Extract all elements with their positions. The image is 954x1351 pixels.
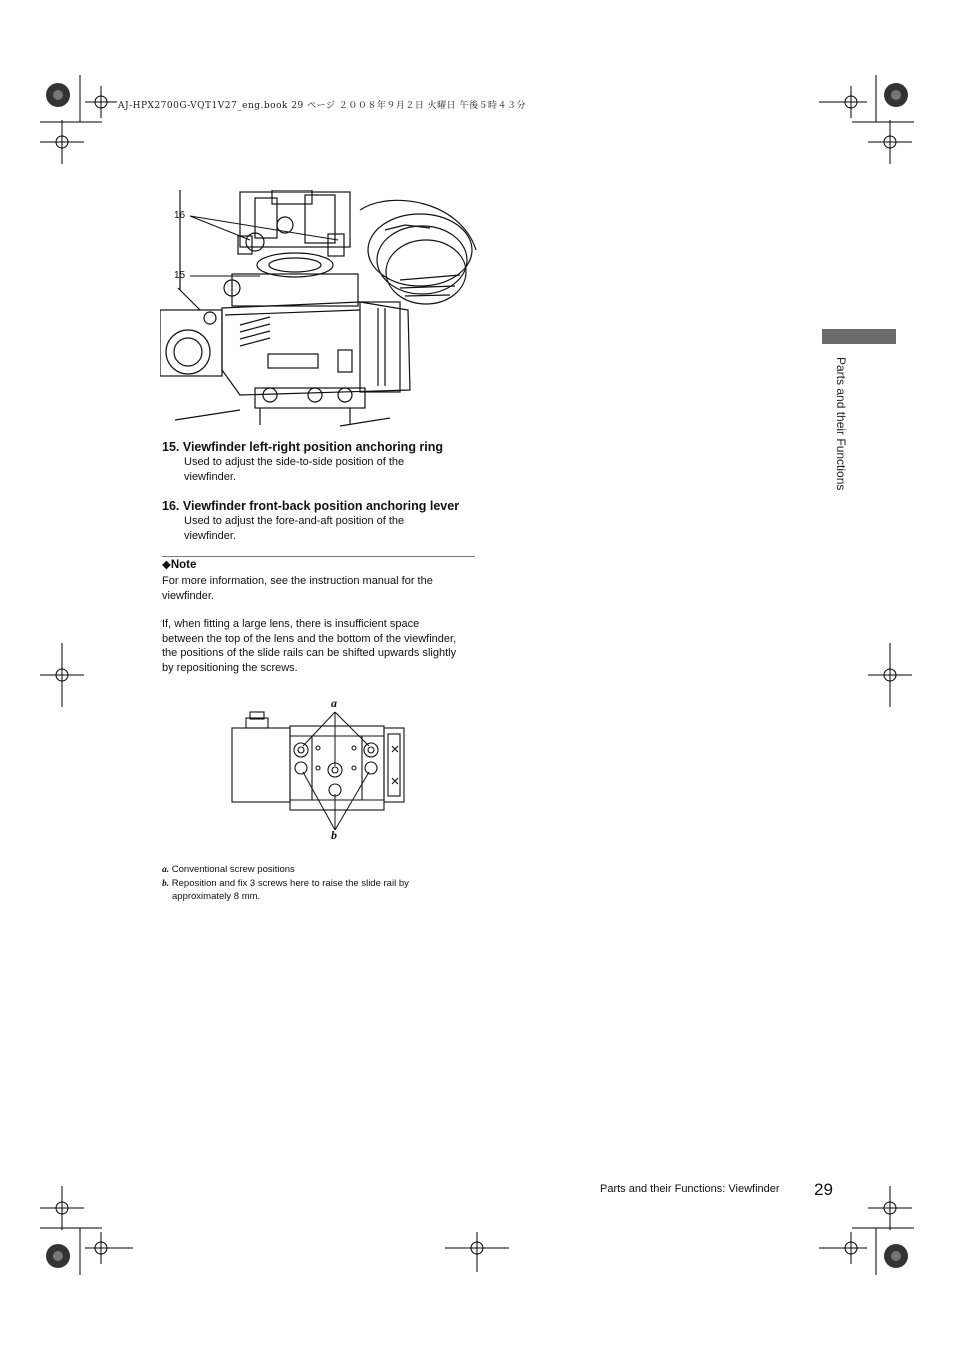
item-16-desc-line1: Used to adjust the fore-and-aft position of the [184, 515, 405, 527]
footnote-b [162, 878, 482, 903]
section-side-label: Parts and their Functions [834, 357, 848, 491]
item-16 [162, 499, 482, 543]
item-15 [162, 440, 482, 484]
footnote-a-text: Conventional screw positions [171, 864, 295, 875]
slide-rail-illustration [228, 700, 410, 845]
item-15-desc-line1: Used to adjust the side-to-side position of the [184, 456, 405, 468]
note-para1-line2: viewfinder. [162, 589, 214, 602]
note-para2-line2: between the top of the lens and the bottom of the viewfinder, [162, 632, 457, 645]
note-divider [162, 556, 475, 557]
label-a: a [331, 696, 337, 710]
note-para1-line1: For more information, see the instruction manual for the [162, 575, 433, 587]
page-number: 29 [814, 1180, 833, 1199]
print-header: AJ-HPX2700G-VQT1V27_eng.book 29 ページ ２００８年９月２日 火曜日 午後５時４３分 [118, 101, 527, 111]
footnote-b-label: b. [162, 879, 170, 889]
note-para2-line1: If, when fitting a large lens, there is insufficient space [162, 618, 420, 630]
item-16-desc-line2: viewfinder. [184, 529, 236, 542]
item-15-title: 15. Viewfinder left-right position anchoring ring [162, 440, 444, 454]
footnote-a [162, 864, 482, 877]
footnote-a-label: a. [162, 865, 170, 875]
section-tab-marker [822, 329, 896, 344]
footnote-b-text-line2: approximately 8 mm. [172, 890, 261, 902]
callout-16: 16 [174, 210, 186, 221]
item-15-desc-line2: viewfinder. [184, 470, 236, 483]
note-para2-line4: by repositioning the screws. [162, 661, 298, 674]
callout-15: 15 [174, 270, 186, 281]
item-16-title: 16. Viewfinder front-back position anchoring lever [162, 499, 460, 513]
note-heading: ◆Note [162, 559, 197, 571]
footnote-b-text-line1: Reposition and fix 3 screws here to raise the slide rail by [171, 878, 409, 889]
running-footer: Parts and their Functions: Viewfinder [600, 1183, 780, 1195]
label-b: b [331, 828, 337, 842]
note-block [162, 558, 482, 675]
note-para2-line3: the positions of the slide rails can be shifted upwards slightly [162, 647, 457, 659]
viewfinder-illustration [160, 190, 478, 430]
